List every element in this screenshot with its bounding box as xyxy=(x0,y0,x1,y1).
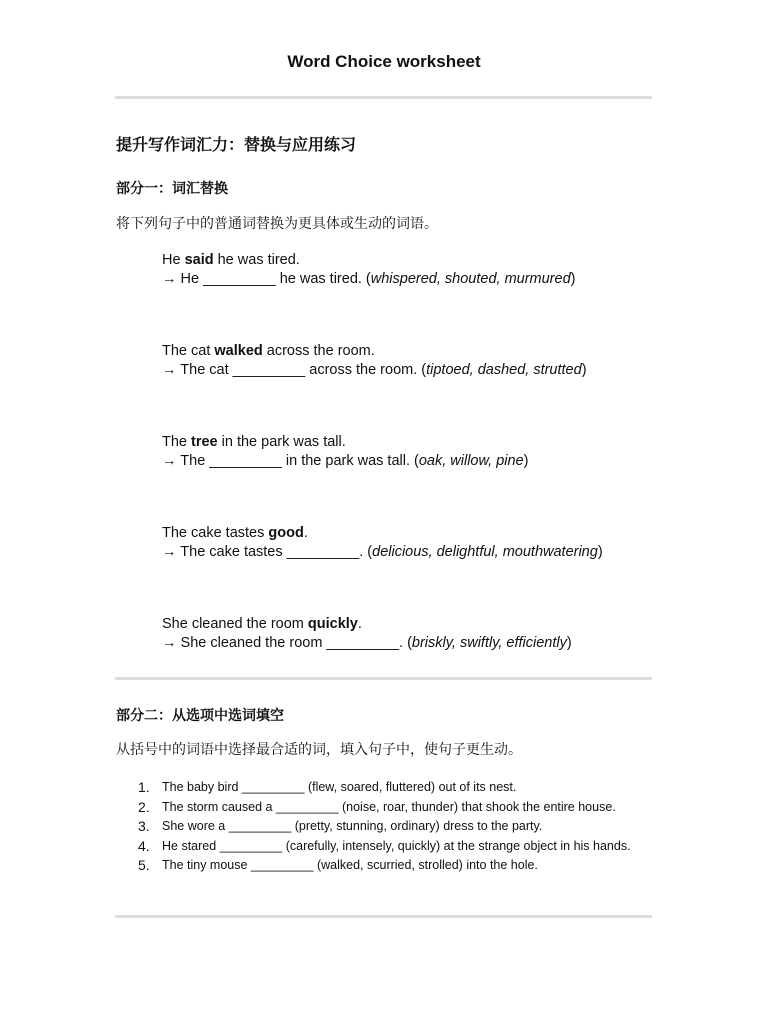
exercise-sentence: He said he was tired. xyxy=(162,252,300,268)
word-options: oak, willow, pine xyxy=(418,453,524,469)
item-text: The storm caused a _________ (noise, roar, thunder) that shook the entire house. xyxy=(162,799,616,814)
item-number: 2. xyxy=(138,798,150,815)
divider-middle xyxy=(115,677,652,680)
item-number: 5. xyxy=(138,857,150,873)
list-item xyxy=(130,837,652,856)
divider-top xyxy=(115,96,652,99)
page-title: Word Choice worksheet xyxy=(287,52,481,71)
item-text: She wore a _________ (pretty, stunning, ordinary) dress to the party. xyxy=(162,819,543,833)
item-number: 1. xyxy=(138,779,150,795)
exercise-sentence: She cleaned the room quickly. xyxy=(162,616,362,632)
exercise-rewrite: → The cake tastes _________. (delicious, delightful, mouthwatering) xyxy=(162,544,603,560)
target-word: tree xyxy=(191,434,218,450)
item-number: 3. xyxy=(138,818,150,834)
word-options: whispered, shouted, murmured xyxy=(370,271,571,287)
target-word: quickly xyxy=(307,616,358,632)
target-word: said xyxy=(184,252,214,268)
exercise-3 xyxy=(162,433,528,471)
exercise-rewrite: → The cat _________ across the room. (tiptoed, dashed, strutted) xyxy=(162,362,587,378)
fill-in-list xyxy=(130,778,652,876)
part2-instruction: 从括号中的词语中选择最合适的词，填入句子中，使句子更生动。 xyxy=(116,742,522,758)
exercise-sentence: The cake tastes good. xyxy=(162,525,308,541)
target-word: walked xyxy=(214,343,263,359)
part2-heading: 部分二：从选项中选词填空 xyxy=(116,708,284,724)
exercise-rewrite: → She cleaned the room _________. (briskly, swiftly, efficiently) xyxy=(162,635,572,651)
divider-bottom xyxy=(115,915,652,918)
exercise-sentence: The tree in the park was tall. xyxy=(162,434,346,450)
item-number: 4. xyxy=(138,837,150,854)
word-options: briskly, swiftly, efficiently xyxy=(411,635,567,651)
exercise-sentence: The cat walked across the room. xyxy=(162,343,375,359)
item-text: The tiny mouse _________ (walked, scurried, strolled) into the hole. xyxy=(162,858,538,872)
item-text: He stared _________ (carefully, intensely, quickly) at the strange object in his hands. xyxy=(162,838,631,853)
list-item xyxy=(130,817,652,836)
list-item xyxy=(130,856,652,875)
word-options: tiptoed, dashed, strutted xyxy=(426,362,582,378)
list-item xyxy=(130,798,652,817)
exercise-2 xyxy=(162,342,587,380)
exercise-4 xyxy=(162,524,603,562)
exercise-5 xyxy=(162,615,572,653)
target-word: good xyxy=(268,525,304,541)
exercise-1 xyxy=(162,251,576,289)
word-options: delicious, delightful, mouthwatering xyxy=(372,544,598,560)
exercise-rewrite: → He _________ he was tired. (whispered, shouted, murmured) xyxy=(162,271,576,287)
part1-instruction: 将下列句子中的普通词替换为更具体或生动的词语。 xyxy=(116,216,438,232)
list-item xyxy=(130,778,652,797)
part1-heading: 部分一：词汇替换 xyxy=(116,181,228,197)
exercise-rewrite: → The _________ in the park was tall. (oak, willow, pine) xyxy=(162,453,529,469)
item-text: The baby bird _________ (flew, soared, fluttered) out of its nest. xyxy=(162,780,517,794)
section-title: 提升写作词汇力：替换与应用练习 xyxy=(116,135,357,154)
